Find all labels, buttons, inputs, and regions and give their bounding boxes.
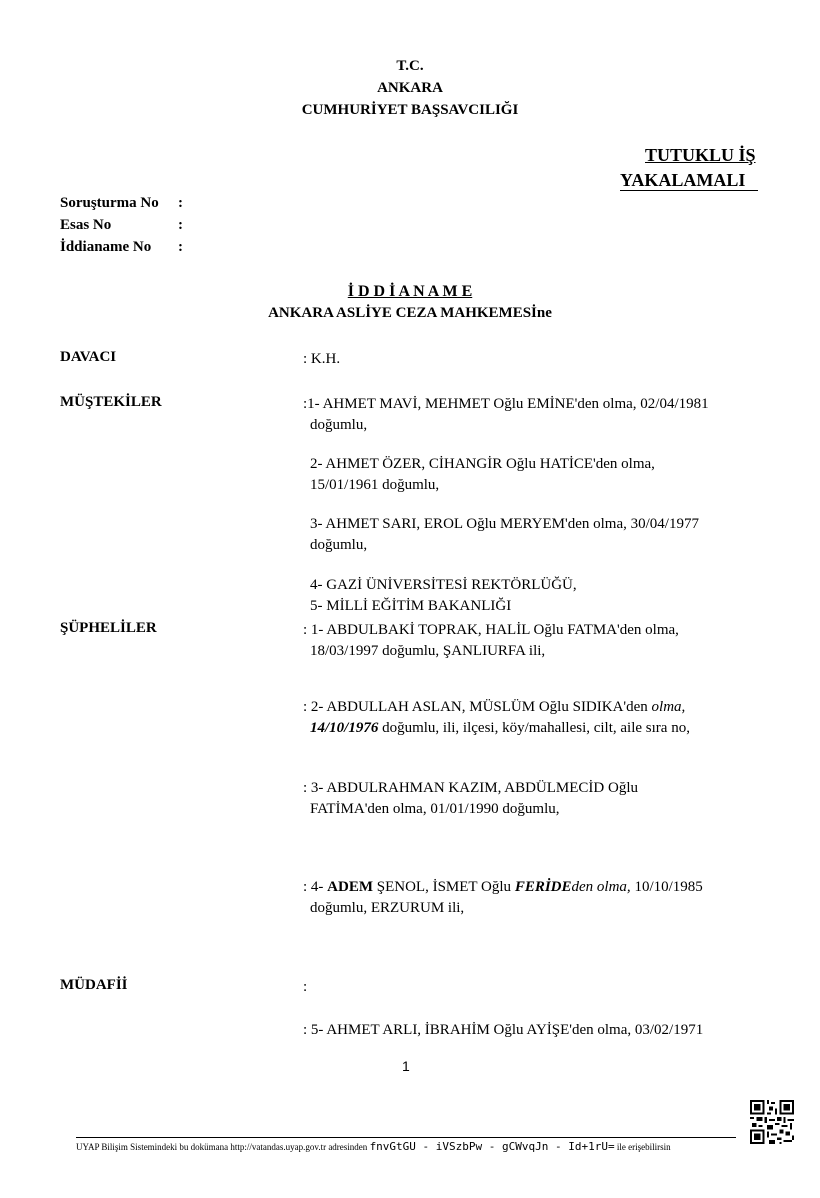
footer-code: fnvGtGU - iVSzbPw - gCWvqJn - Id+1rU=: [369, 1140, 615, 1153]
page-number: 1: [402, 1058, 410, 1074]
musteki-item-1: [303, 394, 763, 436]
davaci-label: DAVACI: [60, 349, 117, 365]
meta-iddianame-sep: :: [178, 239, 183, 255]
davaci-value: : K.H.: [303, 351, 341, 367]
court-name: ANKARA ASLİYE CEZA MAHKEMESİne: [268, 305, 552, 321]
supheli-4-line2: doğumlu, ERZURUM ili,: [310, 900, 465, 916]
musteki-3-line2: doğumlu,: [310, 537, 368, 553]
musteki-item-3: [303, 514, 770, 556]
footer-suffix: ile erişebilirsin: [614, 1142, 671, 1152]
supheli-item-1: [303, 620, 763, 662]
supheli-5-line1: : 5- AHMET ARLI, İBRAHİM Oğlu AYİŞE'den olma, 03/02/1971: [303, 1022, 704, 1038]
document-title: [0, 283, 820, 301]
meta-esas-label: Esas No: [60, 217, 112, 233]
supheli-item-4: [303, 877, 763, 919]
supheli-item-2: [303, 697, 763, 739]
meta-esas-sep: :: [178, 217, 183, 233]
supheli-2-line2: [303, 718, 763, 739]
musteki-label: MÜŞTEKİLER: [60, 394, 162, 410]
musteki-2-line2: 15/01/1961 doğumlu,: [310, 477, 440, 493]
supheli-4-mother: FERİDE: [514, 879, 572, 895]
supheli-4-prefix: : 4-: [303, 879, 328, 895]
meta-iddianame-label: İddianame No: [60, 239, 152, 255]
musteki-4-line1: 4- GAZİ ÜNİVERSİTESİ REKTÖRLÜĞÜ,: [310, 577, 577, 593]
supheli-2-rest: doğumlu, ili, ilçesi, köy/mahallesi, cilt, aile sıra no,: [378, 720, 690, 736]
mudafi-label: MÜDAFİİ: [60, 977, 128, 993]
footer-rule: [76, 1137, 736, 1138]
tag-yakalamali: YAKALAMALI: [620, 170, 746, 190]
supheli-4-mid: ŞENOL, İSMET Oğlu: [373, 879, 515, 895]
tag-tutuklu: TUTUKLU İŞ: [645, 145, 756, 165]
meta-sorusturma-sep: :: [178, 195, 183, 211]
supheli-2-line1: [303, 697, 763, 718]
mudafi-value: :: [303, 979, 308, 995]
supheli-label: ŞÜPHELİLER: [60, 620, 157, 636]
supheli-4-bold: ADEM: [327, 879, 373, 895]
footer-text: [76, 1140, 671, 1153]
musteki-2-line1: 2- AHMET ÖZER, CİHANGİR Oğlu HATİCE'den olma,: [310, 456, 655, 472]
musteki-item-4: [303, 575, 770, 617]
musteki-3-line1: 3- AHMET SARI, EROL Oğlu MERYEM'den olma, 30/04/1977: [310, 516, 699, 532]
header-office: CUMHURİYET BAŞSAVCILIĞI: [301, 102, 519, 118]
meta-sorusturma-label: Soruşturma No: [60, 195, 159, 211]
supheli-item-5: [303, 1020, 763, 1041]
supheli-item-3: [303, 778, 763, 820]
supheli-3-line1: : 3- ABDULRAHMAN KAZIM, ABDÜLMECİD Oğlu: [303, 780, 639, 796]
tag-underline: [620, 190, 758, 191]
musteki-4-line2: 5- MİLLİ EĞİTİM BAKANLIĞI: [310, 598, 512, 614]
qr-code-icon: [750, 1100, 794, 1144]
supheli-2-italic: olma,: [651, 699, 686, 715]
supheli-1-line2: 18/03/1997 doğumlu, ŞANLIURFA ili,: [310, 643, 546, 659]
musteki-1-line2: doğumlu,: [310, 417, 368, 433]
header-tc: T.C.: [396, 58, 424, 74]
supheli-2-prefix: : 2- ABDULLAH ASLAN, MÜSLÜM Oğlu SIDIKA'den: [303, 699, 652, 715]
supheli-4-line1: [303, 877, 763, 898]
supheli-1-line1: : 1- ABDULBAKİ TOPRAK, HALİL Oğlu FATMA'den olma,: [303, 622, 679, 638]
supheli-2-date: 14/10/1976: [310, 720, 379, 736]
musteki-item-2: [303, 454, 770, 496]
document-title-text: İ D D İ A N A M E: [347, 283, 473, 300]
footer-prefix: UYAP Bilişim Sistemindeki bu dokümana http://vatandas.uyap.gov.tr adresinden: [76, 1142, 370, 1152]
musteki-1-line1: :1- AHMET MAVİ, MEHMET Oğlu EMİNE'den olma, 02/04/1981: [303, 396, 709, 412]
supheli-4-rest: 10/10/1985: [630, 879, 703, 895]
supheli-4-italic: den olma,: [571, 879, 631, 895]
header-city: ANKARA: [377, 80, 443, 96]
supheli-3-line2: FATİMA'den olma, 01/01/1990 doğumlu,: [310, 801, 560, 817]
